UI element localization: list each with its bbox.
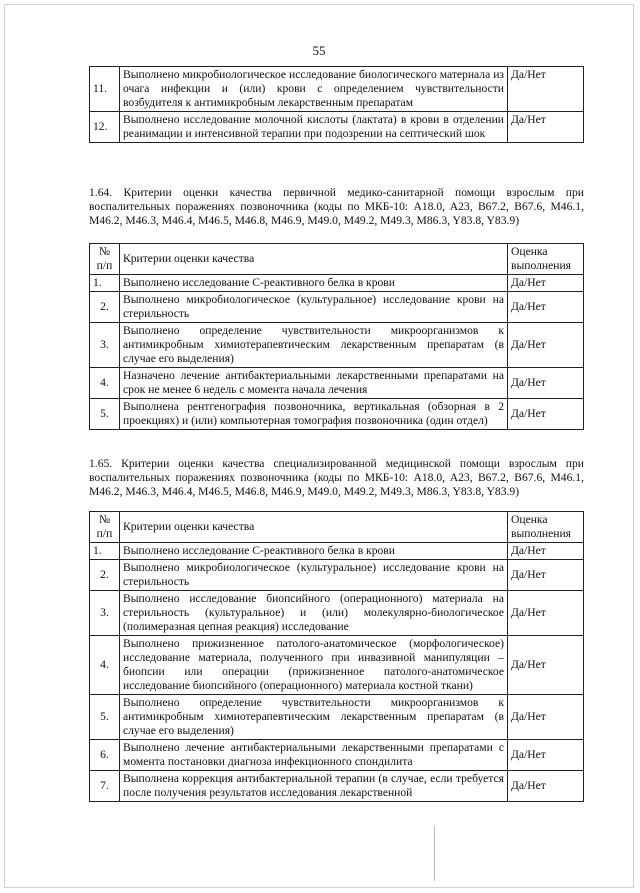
criterion-text: Выполнено прижизненное патолого-анатомическое (морфологическое) исследование материала, полученного при инвазивной манипуляции – биопсии или операции (прижизненное патолого-анатомическое исследование биопсийного (операционного) материала костной ткани) [120, 636, 508, 695]
criterion-text: Выполнено микробиологическое (культуральное) исследование крови на стерильность [120, 292, 508, 323]
evaluation-value: Да/Нет [508, 275, 584, 292]
scan-artifact-line [434, 826, 435, 881]
table-row [90, 399, 584, 430]
section-title-1-65: 1.65. Критерии оценки качества специализированной медицинской помощи взрослым при воспалительных поражениях позвоночника (коды по МКБ-10: A18.0, A23, B67.2, B67.6, M46.1, M46.2, M46.3, M46.4, M46.5, M46.8, M46.9, M49.0, M49.2, M49.3, M86.3, Y83.8, Y83.9) [89, 457, 584, 498]
criterion-text: Выполнено микробиологическое (культуральное) исследование крови на стерильность [120, 560, 508, 591]
row-number: 5. [90, 695, 120, 740]
criterion-text: Выполнено исследование молочной кислоты (лактата) в крови в отделении реанимации и интенсивной терапии при подозрении на септический шок [120, 112, 508, 143]
table-row [90, 67, 584, 112]
criterion-text: Выполнено микробиологическое исследование биологического материала из очага инфекции и (или) крови с определением чувствительности возбудителя к антимикробным лекарственным препаратам [120, 67, 508, 112]
criterion-text: Выполнено исследование С-реактивного белка в крови [120, 543, 508, 560]
column-header-evaluation: Оценка выполнения [508, 244, 584, 275]
evaluation-value: Да/Нет [508, 112, 584, 143]
table-row [90, 636, 584, 695]
table-row [90, 275, 584, 292]
section-title-1-64: 1.64. Критерии оценки качества первичной медико-санитарной помощи взрослым при воспалительных поражениях позвоночника (коды по МКБ-10: A18.0, A23, B67.2, B67.6, M46.1, M46.2, M46.3, M46.4, M46.5, M46.8, M46.9, M49.0, M49.2, M49.3, M86.3, Y83.8, Y83.9) [89, 186, 584, 227]
row-number: 4. [90, 636, 120, 695]
column-header-number: № п/п [90, 512, 120, 543]
row-number: 7. [90, 771, 120, 802]
criteria-table-1-64 [89, 243, 584, 430]
table-row [90, 740, 584, 771]
criterion-text: Выполнено определение чувствительности микроорганизмов к антимикробным химиотерапевтическим лекарственным препаратам (в случае его выделения) [120, 695, 508, 740]
row-number: 3. [90, 323, 120, 368]
row-number: 6. [90, 740, 120, 771]
row-number: 12. [90, 112, 120, 143]
evaluation-value: Да/Нет [508, 543, 584, 560]
table-row [90, 771, 584, 802]
evaluation-value: Да/Нет [508, 771, 584, 802]
table-row [90, 695, 584, 740]
row-number: 3. [90, 591, 120, 636]
criterion-text: Выполнена рентгенография позвоночника, вертикальная (обзорная в 2 проекциях) и (или) компьютерная томография позвоночника (один отдел) [120, 399, 508, 430]
table-header-row [90, 244, 584, 275]
evaluation-value: Да/Нет [508, 368, 584, 399]
evaluation-value: Да/Нет [508, 323, 584, 368]
row-number: 4. [90, 368, 120, 399]
table-row [90, 560, 584, 591]
column-header-number: № п/п [90, 244, 120, 275]
table-row [90, 368, 584, 399]
column-header-evaluation: Оценка выполнения [508, 512, 584, 543]
column-header-criteria: Критерии оценки качества [120, 512, 508, 543]
row-number: 1. [90, 543, 120, 560]
table-row [90, 292, 584, 323]
table-header-row [90, 512, 584, 543]
row-number: 2. [90, 292, 120, 323]
criteria-table-1-65 [89, 511, 584, 802]
table-row [90, 543, 584, 560]
evaluation-value: Да/Нет [508, 292, 584, 323]
evaluation-value: Да/Нет [508, 399, 584, 430]
table-row [90, 323, 584, 368]
criteria-table-continued [89, 66, 584, 143]
criterion-text: Назначено лечение антибактериальными лекарственными препаратами на срок не менее 6 недель с момента начала лечения [120, 368, 508, 399]
criterion-text: Выполнена коррекция антибактериальной терапии (в случае, если требуется после получения результатов исследования лекарственной [120, 771, 508, 802]
evaluation-value: Да/Нет [508, 591, 584, 636]
page-number: 55 [312, 43, 326, 58]
criterion-text: Выполнено исследование биопсийного (операционного) материала на стерильность (культуральное) и (или) молекулярно-биологическое (полимеразная цепная реакция) исследование [120, 591, 508, 636]
evaluation-value: Да/Нет [508, 740, 584, 771]
row-number: 1. [90, 275, 120, 292]
evaluation-value: Да/Нет [508, 560, 584, 591]
table-row [90, 112, 584, 143]
criterion-text: Выполнено определение чувствительности микроорганизмов к антимикробным химиотерапевтическим лекарственным препаратам (в случае его выделения) [120, 323, 508, 368]
row-number: 11. [90, 67, 120, 112]
evaluation-value: Да/Нет [508, 67, 584, 112]
row-number: 5. [90, 399, 120, 430]
criterion-text: Выполнено лечение антибактериальными лекарственными препаратами с момента постановки диагноза инфекционного спондилита [120, 740, 508, 771]
criterion-text: Выполнено исследование С-реактивного белка в крови [120, 275, 508, 292]
table-row [90, 591, 584, 636]
evaluation-value: Да/Нет [508, 695, 584, 740]
row-number: 2. [90, 560, 120, 591]
evaluation-value: Да/Нет [508, 636, 584, 695]
column-header-criteria: Критерии оценки качества [120, 244, 508, 275]
